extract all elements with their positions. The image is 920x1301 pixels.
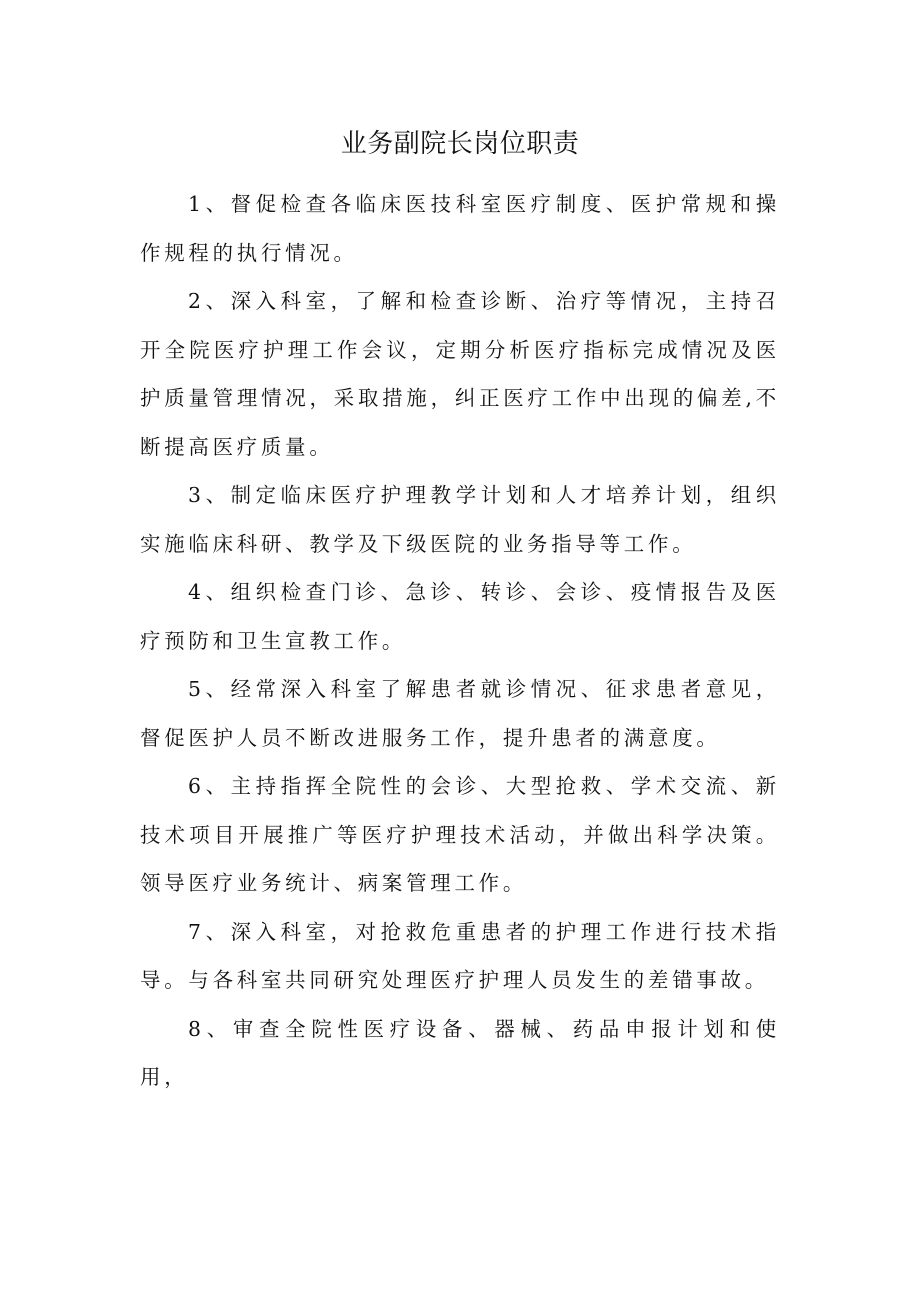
duty-item-4: 4、组织检查门诊、急诊、转诊、会诊、疫情报告及医疗预防和卫生宣教工作。	[140, 580, 780, 653]
duty-item-2: 2、深入科室，了解和检查诊断、治疗等情况，主持召开全院医疗护理工作会议，定期分析医疗指标完成情况及医护质量管理情况，采取措施，纠正医疗工作中出现的偏差,不断提高医疗质量。	[140, 289, 780, 459]
duty-item-6: 6、主持指挥全院性的会诊、大型抢救、学术交流、新技术项目开展推广等医疗护理技术活动，并做出科学决策。领导医疗业务统计、病案管理工作。	[140, 774, 780, 895]
duty-item-7: 7、深入科室，对抢救危重患者的护理工作进行技术指导。与各科室共同研究处理医疗护理人员发生的差错事故。	[140, 919, 780, 992]
duty-item-3: 3、制定临床医疗护理教学计划和人才培养计划，组织实施临床科研、教学及下级医院的业务指导等工作。	[140, 483, 780, 556]
document-title: 业务副院长岗位职责	[340, 129, 580, 159]
duty-item-8: 8、审查全院性医疗设备、器械、药品申报计划和使用，	[140, 1016, 780, 1089]
duty-item-1: 1、督促检查各临床医技科室医疗制度、医护常规和操作规程的执行情况。	[140, 192, 780, 265]
duty-item-5: 5、经常深入科室了解患者就诊情况、征求患者意见，督促医护人员不断改进服务工作，提升患者的满意度。	[140, 677, 780, 750]
document-body	[140, 180, 780, 1102]
